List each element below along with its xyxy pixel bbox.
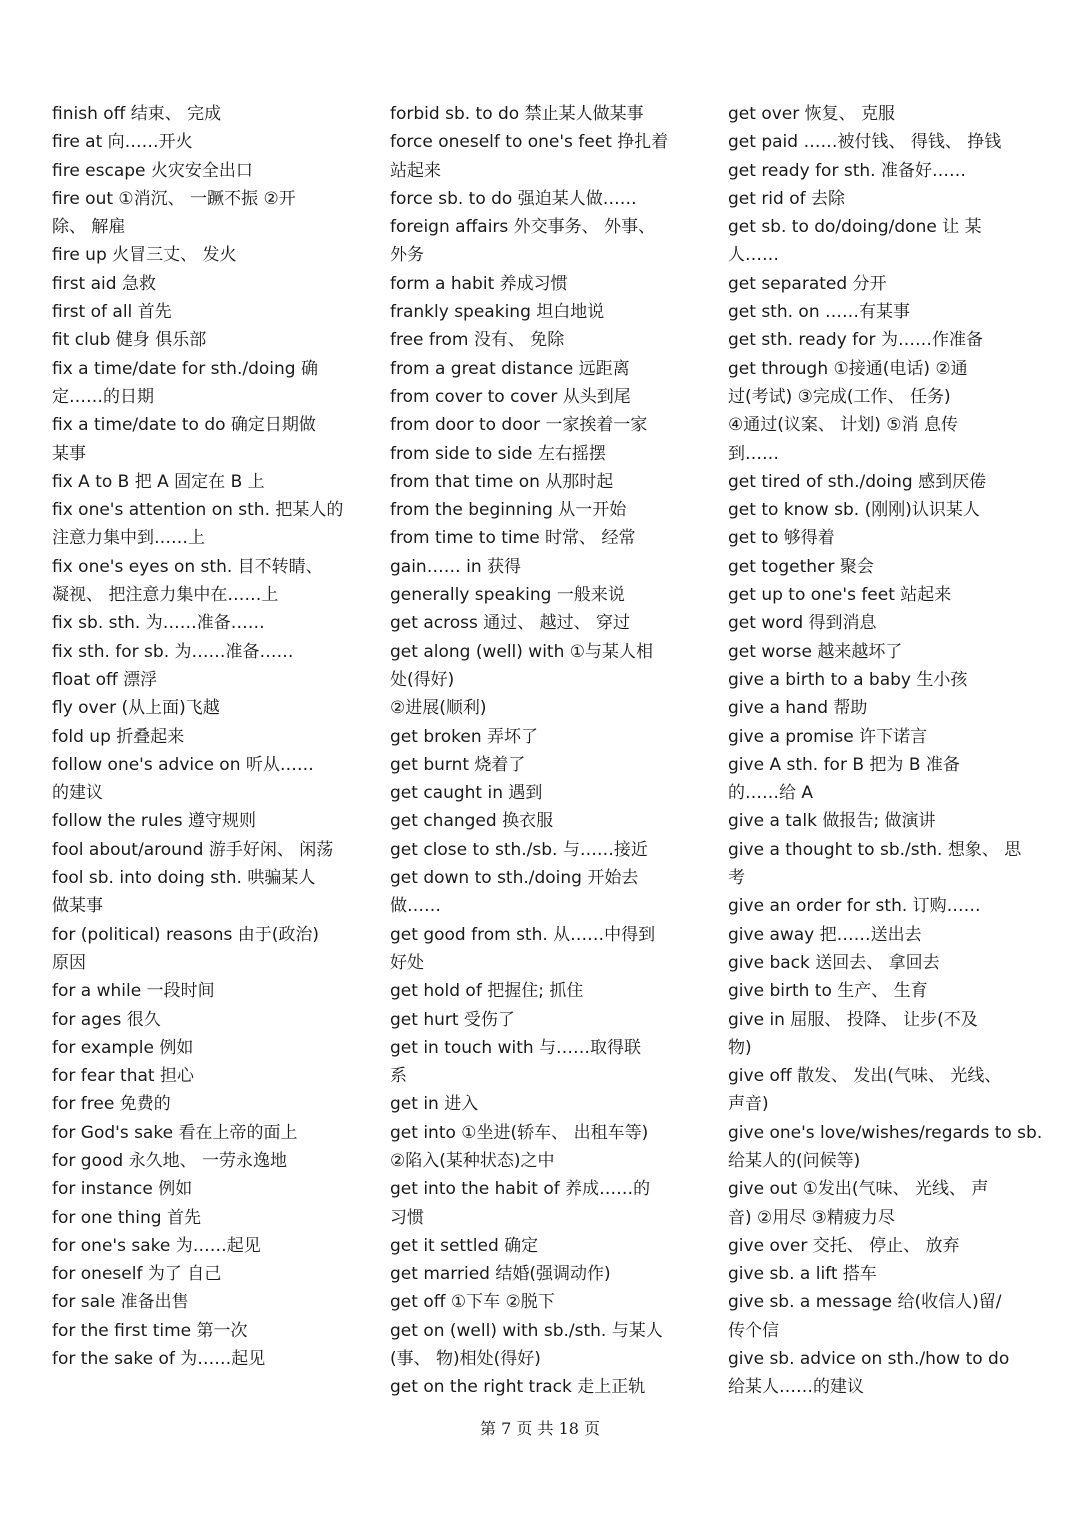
vocab-line: from cover to cover 从头到尾 <box>390 386 631 407</box>
vocab-line: 考 <box>728 868 745 889</box>
vocab-line: fool sb. into doing sth. 哄骗某人 <box>52 868 316 889</box>
vocab-line: get word 得到消息 <box>728 613 877 634</box>
vocab-line: for the first time 第一次 <box>52 1320 248 1341</box>
vocab-line: give off 散发、 发出(气味、 光线、 <box>728 1066 1002 1087</box>
vocab-line: foreign affairs 外交事务、 外事、 <box>390 217 656 238</box>
vocab-column-2 <box>390 100 678 1402</box>
vocab-line: give A sth. for B 把为 B 准备 <box>728 754 960 775</box>
vocab-line: give in 屈服、 投降、 让步(不及 <box>728 1009 978 1030</box>
vocab-line: form a habit 养成习惯 <box>390 273 568 294</box>
vocab-line: give sb. advice on sth./how to do <box>728 1349 1010 1370</box>
vocab-line: get on the right track 走上正轨 <box>390 1377 646 1398</box>
vocab-line: for instance 例如 <box>52 1179 193 1200</box>
footer-total-label: 共 <box>537 1419 554 1438</box>
vocab-column-3 <box>728 100 1043 1402</box>
page-footer <box>0 1415 1080 1443</box>
vocab-line: first aid 急救 <box>52 273 156 294</box>
vocab-line: 站起来 <box>390 160 441 181</box>
vocab-line: 定……的日期 <box>52 386 154 407</box>
vocab-line: ②陷入(某种状态)之中 <box>390 1150 555 1171</box>
vocab-line: get broken 弄坏了 <box>390 726 539 747</box>
vocab-line: 某事 <box>52 443 86 464</box>
vocab-line: from time to time 时常、 经常 <box>390 528 636 549</box>
vocab-line: give away 把……送出去 <box>728 924 922 945</box>
vocab-line: fix sth. for sb. 为……准备…… <box>52 641 294 662</box>
vocab-line: get in 进入 <box>390 1094 479 1115</box>
vocab-line: give over 交托、 停止、 放弃 <box>728 1235 960 1256</box>
footer-pages-suffix: 页 <box>584 1419 601 1438</box>
vocab-line: give out ①发出(气味、 光线、 声 <box>728 1179 989 1200</box>
vocab-line: get along (well) with ①与某人相 <box>390 641 654 662</box>
vocab-line: get together 聚会 <box>728 556 874 577</box>
vocab-line: from a great distance 远距离 <box>390 358 630 379</box>
vocab-line: ④通过(议案、 计划) ⑤消 息传 <box>728 415 958 436</box>
vocab-line: 做某事 <box>52 896 103 917</box>
vocab-line: get rid of 去除 <box>728 188 846 209</box>
vocab-line: 过(考试) ③完成(工作、 任务) <box>728 386 951 407</box>
vocab-line: 给某人……的建议 <box>728 1377 864 1398</box>
vocab-line: follow the rules 遵守规则 <box>52 811 257 832</box>
vocab-line: for one thing 首先 <box>52 1207 201 1228</box>
vocab-line: 给某人的(问候等) <box>728 1150 861 1171</box>
vocab-line: get off ①下车 ②脱下 <box>390 1292 555 1313</box>
vocab-line: 注意力集中到……上 <box>52 528 205 549</box>
vocab-line: gain…… in 获得 <box>390 556 522 577</box>
vocab-line: float off 漂浮 <box>52 669 158 690</box>
footer-total-pages: 18 <box>558 1419 579 1438</box>
vocab-line: get hold of 把握住; 抓住 <box>390 981 584 1002</box>
vocab-line: fix one's attention on sth. 把某人的 <box>52 500 344 521</box>
vocab-line: 处(得好) <box>390 669 455 690</box>
vocab-line: from the beginning 从一开始 <box>390 500 627 521</box>
footer-page-prefix: 第 <box>479 1419 496 1438</box>
vocab-line: for good 永久地、 一劳永逸地 <box>52 1150 287 1171</box>
vocab-line: give a promise 许下诺言 <box>728 726 928 747</box>
vocab-line: get tired of sth./doing 感到厌倦 <box>728 471 987 492</box>
vocab-line: for free 免费的 <box>52 1094 171 1115</box>
vocab-line: get into the habit of 养成……的 <box>390 1179 651 1200</box>
vocab-line: get sth. ready for 为……作准备 <box>728 330 983 351</box>
vocab-line: fool about/around 游手好闲、 闲荡 <box>52 839 334 860</box>
vocab-line: fix A to B 把 A 固定在 B 上 <box>52 471 265 492</box>
vocab-line: fire up 火冒三丈、 发火 <box>52 245 237 266</box>
vocab-line: 的建议 <box>52 783 103 804</box>
vocab-line: get sb. to do/doing/done 让 某 <box>728 217 982 238</box>
vocab-line: get paid ……被付钱、 得钱、 挣钱 <box>728 132 1002 153</box>
vocab-line: from side to side 左右摇摆 <box>390 443 606 464</box>
vocab-line: get into ①坐进(轿车、 出租车等) <box>390 1122 649 1143</box>
vocab-line: get across 通过、 越过、 穿过 <box>390 613 631 634</box>
vocab-line: first of all 首先 <box>52 302 172 323</box>
vocab-line: 传个信 <box>728 1320 779 1341</box>
vocab-line: frankly speaking 坦白地说 <box>390 302 605 323</box>
vocab-line: force oneself to one's feet 挣扎着 <box>390 132 669 153</box>
vocab-line: get good from sth. 从……中得到 <box>390 924 656 945</box>
vocab-line: 原因 <box>52 952 86 973</box>
vocab-line: 凝视、 把注意力集中在……上 <box>52 585 279 606</box>
vocab-line: 习惯 <box>390 1207 424 1228</box>
vocab-line: get in touch with 与……取得联 <box>390 1037 642 1058</box>
vocab-line: get up to one's feet 站起来 <box>728 585 952 606</box>
vocab-line: fire at 向……开火 <box>52 132 193 153</box>
vocab-line: for oneself 为了 自己 <box>52 1264 222 1285</box>
vocab-line: for the sake of 为……起见 <box>52 1349 266 1370</box>
vocab-line: get close to sth./sb. 与……接近 <box>390 839 648 860</box>
vocab-line: give birth to 生产、 生育 <box>728 981 928 1002</box>
vocab-line: generally speaking 一般来说 <box>390 585 625 606</box>
vocab-line: give sb. a lift 搭车 <box>728 1264 877 1285</box>
vocab-line: follow one's advice on 听从…… <box>52 754 314 775</box>
vocab-line: 除、 解雇 <box>52 217 126 238</box>
vocab-line: get sth. on ……有某事 <box>728 302 911 323</box>
vocab-line: get through ①接通(电话) ②通 <box>728 358 968 379</box>
vocab-line: get down to sth./doing 开始去 <box>390 868 639 889</box>
vocab-line: get changed 换衣服 <box>390 811 554 832</box>
vocab-line: give back 送回去、 拿回去 <box>728 952 940 973</box>
vocab-line: 系 <box>390 1066 407 1087</box>
vocab-line: fix a time/date to do 确定日期做 <box>52 415 316 436</box>
vocab-line: for a while 一段时间 <box>52 981 215 1002</box>
vocab-line: get caught in 遇到 <box>390 783 543 804</box>
vocab-line: for (political) reasons 由于(政治) <box>52 924 320 945</box>
vocab-line: free from 没有、 免除 <box>390 330 565 351</box>
vocab-line: get separated 分开 <box>728 273 887 294</box>
vocab-line: from door to door 一家挨着一家 <box>390 415 648 436</box>
vocab-line: fix one's eyes on sth. 目不转睛、 <box>52 556 323 577</box>
vocab-line: finish off 结束、 完成 <box>52 104 222 124</box>
vocab-line: 物) <box>728 1037 752 1058</box>
vocab-line: 外务 <box>390 245 424 266</box>
vocab-line: for fear that 担心 <box>52 1066 194 1087</box>
footer-current-page: 7 <box>501 1419 512 1438</box>
vocab-line: fit club 健身 俱乐部 <box>52 330 207 351</box>
vocab-line: 的……给 A <box>728 783 814 804</box>
vocab-line: get to know sb. (刚刚)认识某人 <box>728 500 980 521</box>
vocab-line: fix a time/date for sth./doing 确 <box>52 358 318 379</box>
vocab-line: get married 结婚(强调动作) <box>390 1264 611 1285</box>
vocab-line: fire escape 火灾安全出口 <box>52 160 253 181</box>
vocab-line: give sb. a message 给(收信人)留/ <box>728 1292 1002 1313</box>
vocab-line: get over 恢复、 克服 <box>728 104 896 124</box>
vocab-line: get on (well) with sb./sth. 与某人 <box>390 1320 663 1341</box>
footer-page-label: 页 <box>516 1419 533 1438</box>
vocab-line: for sale 准备出售 <box>52 1292 189 1313</box>
vocab-line: give one's love/wishes/regards to sb. <box>728 1122 1043 1143</box>
vocab-line: for God's sake 看在上帝的面上 <box>52 1122 298 1143</box>
vocab-line: get worse 越来越坏了 <box>728 641 903 662</box>
vocab-line: give a thought to sb./sth. 想象、 思 <box>728 839 1022 860</box>
vocab-line: forbid sb. to do 禁止某人做某事 <box>390 104 644 124</box>
vocab-line: get to 够得着 <box>728 528 835 549</box>
vocab-line: get it settled 确定 <box>390 1235 539 1256</box>
vocab-line: give a talk 做报告; 做演讲 <box>728 811 936 832</box>
vocab-line: fold up 折叠起来 <box>52 726 185 747</box>
vocab-line: (事、 物)相处(得好) <box>390 1349 541 1370</box>
vocab-line: 音) ②用尽 ③精疲力尽 <box>728 1207 895 1228</box>
vocab-line: give a birth to a baby 生小孩 <box>728 669 968 690</box>
vocab-line: give an order for sth. 订购…… <box>728 896 981 917</box>
vocab-line: fly over (从上面)飞越 <box>52 698 220 719</box>
vocab-line: get burnt 烧着了 <box>390 754 526 775</box>
vocab-line: force sb. to do 强迫某人做…… <box>390 188 637 209</box>
vocab-line: for ages 很久 <box>52 1009 161 1030</box>
vocab-line: give a hand 帮助 <box>728 698 868 719</box>
vocab-line: 好处 <box>390 952 424 973</box>
vocab-line: ②进展(顺利) <box>390 698 487 719</box>
vocab-line: get hurt 受伤了 <box>390 1009 515 1030</box>
vocab-column-1 <box>52 100 352 1373</box>
vocab-line: 声音) <box>728 1094 769 1115</box>
vocab-line: fix sb. sth. 为……准备…… <box>52 613 265 634</box>
vocab-line: for example 例如 <box>52 1037 194 1058</box>
vocab-line: fire out ①消沉、 一蹶不振 ②开 <box>52 188 296 209</box>
vocab-line: 人…… <box>728 245 779 266</box>
vocab-line: for one's sake 为……起见 <box>52 1235 261 1256</box>
vocab-line: get ready for sth. 准备好…… <box>728 160 966 181</box>
vocab-line: from that time on 从那时起 <box>390 471 614 492</box>
vocab-line: 到…… <box>728 443 779 464</box>
vocab-line: 做…… <box>390 896 441 917</box>
